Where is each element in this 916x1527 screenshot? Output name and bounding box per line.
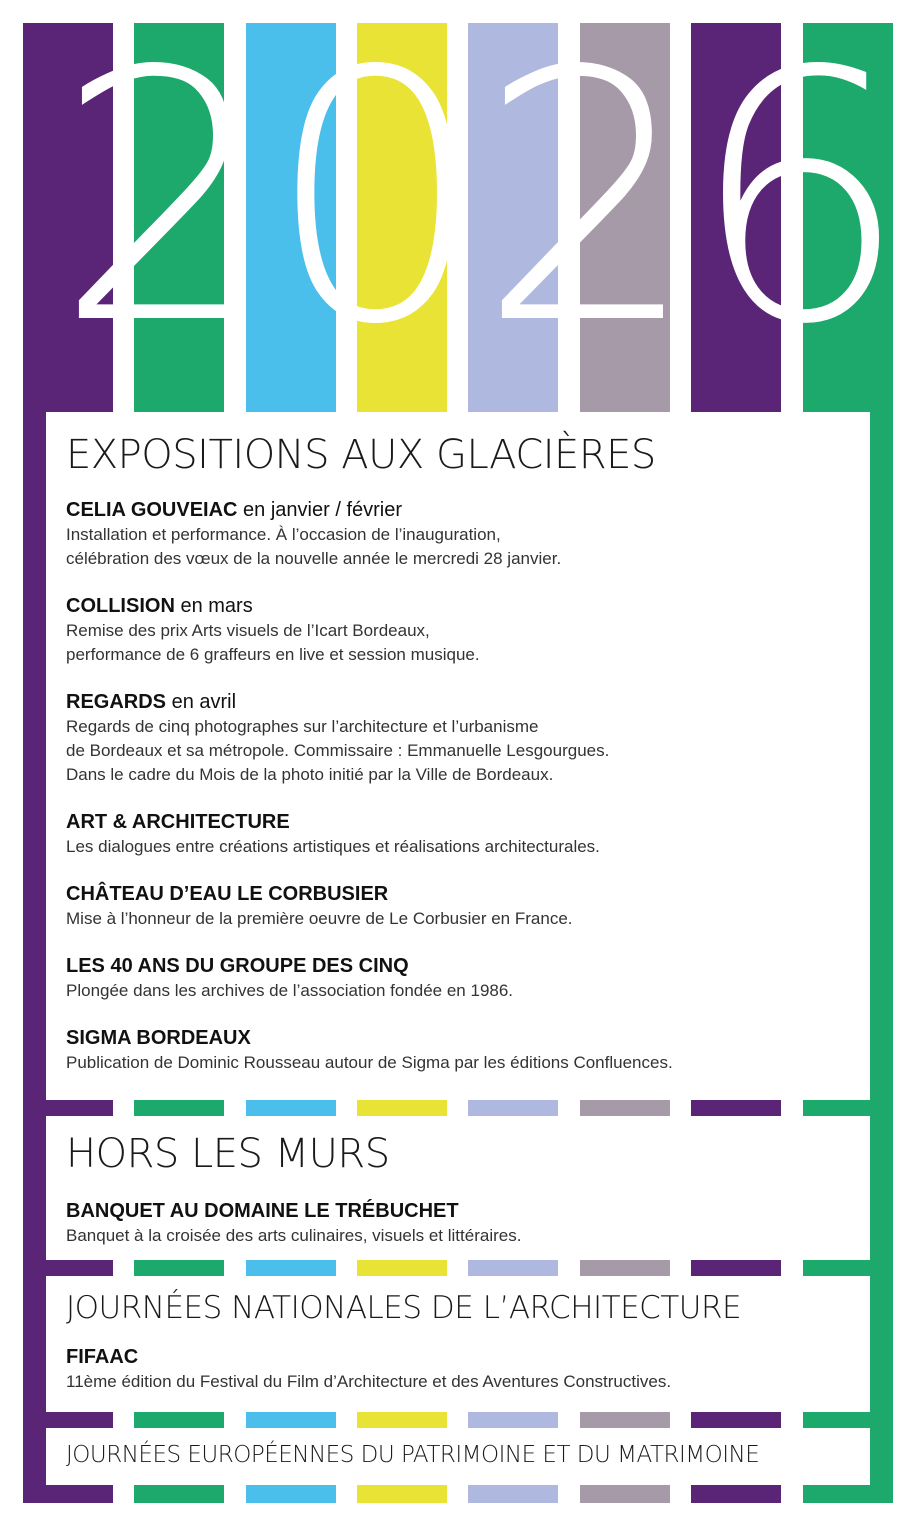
journees-architecture-title: JOURNÉES NATIONALES DE L’ARCHITECTURE xyxy=(66,1290,742,1326)
event-date: en janvier / février xyxy=(237,499,403,521)
event-description-line: Plongée dans les archives de l’association fondée en 1986. xyxy=(66,981,514,1000)
event-description-line: Les dialogues entre créations artistiques et réalisations architecturales. xyxy=(66,837,600,856)
expositions-event-list xyxy=(66,479,860,1075)
event-description-line: Mise à l’honneur de la première oeuvre de Le Corbusier en France. xyxy=(66,909,573,928)
event-name: CELIA GOUVEIAC xyxy=(66,499,238,521)
hors-les-murs-event-list xyxy=(66,1178,860,1248)
journees-architecture-event-list xyxy=(66,1328,860,1394)
event-description-line: performance de 6 graffeurs en live et session musique. xyxy=(66,645,480,664)
event-name: CHÂTEAU D’EAU LE CORBUSIER xyxy=(66,883,389,905)
event-item xyxy=(66,593,860,667)
event-description-line: de Bordeaux et sa métropole. Commissaire : Emmanuelle Lesgourgues. xyxy=(66,741,610,760)
event-heading xyxy=(66,1025,860,1051)
journees-architecture-panel xyxy=(46,1276,870,1412)
event-description-line: célébration des vœux de la nouvelle année le mercredi 28 janvier. xyxy=(66,549,562,568)
event-name: REGARDS xyxy=(66,691,167,713)
event-description-line: Regards de cinq photographes sur l’architecture et l’urbanisme xyxy=(66,717,539,736)
event-heading xyxy=(66,809,860,835)
event-description-line: Installation et performance. À l’occasion de l’inauguration, xyxy=(66,525,501,544)
expositions-panel xyxy=(46,412,870,1100)
event-heading xyxy=(66,881,860,907)
year-heading: 2026 xyxy=(55,0,901,400)
event-description-line: Remise des prix Arts visuels de l’Icart Bordeaux, xyxy=(66,621,430,640)
event-item xyxy=(66,1344,860,1394)
expositions-title: EXPOSITIONS AUX GLACIÈRES xyxy=(66,432,656,478)
event-heading xyxy=(66,1198,860,1224)
event-name: LES 40 ANS DU GROUPE DES CINQ xyxy=(66,955,409,977)
event-name: FIFAAC xyxy=(66,1346,139,1368)
event-item xyxy=(66,809,860,859)
event-description-line: Publication de Dominic Rousseau autour de Sigma par les éditions Confluences. xyxy=(66,1053,673,1072)
event-date: en avril xyxy=(166,691,237,713)
event-heading xyxy=(66,953,860,979)
event-item xyxy=(66,689,860,787)
event-heading xyxy=(66,593,860,619)
event-heading xyxy=(66,689,860,715)
event-item xyxy=(66,1198,860,1248)
event-name: COLLISION xyxy=(66,595,175,617)
event-name: ART & ARCHITECTURE xyxy=(66,811,290,833)
event-name: SIGMA BORDEAUX xyxy=(66,1027,251,1049)
event-name: BANQUET AU DOMAINE LE TRÉBUCHET xyxy=(66,1200,459,1222)
journees-patrimoine-title: JOURNÉES EUROPÉENNES DU PATRIMOINE ET DU MATRIMOINE xyxy=(66,1442,760,1468)
event-description-line: Banquet à la croisée des arts culinaires, visuels et littéraires. xyxy=(66,1226,522,1245)
event-description-line: Dans le cadre du Mois de la photo initié par la Ville de Bordeaux. xyxy=(66,765,554,784)
hors-les-murs-title: HORS LES MURS xyxy=(66,1131,390,1177)
event-item xyxy=(66,881,860,931)
hors-les-murs-panel xyxy=(46,1116,870,1260)
event-item xyxy=(66,497,860,571)
event-date: en mars xyxy=(174,595,253,617)
event-heading xyxy=(66,497,860,523)
event-description-line: 11ème édition du Festival du Film d’Architecture et des Aventures Constructives. xyxy=(66,1372,672,1391)
event-heading xyxy=(66,1344,860,1370)
event-item xyxy=(66,953,860,1003)
journees-patrimoine-panel xyxy=(46,1428,870,1485)
event-item xyxy=(66,1025,860,1075)
